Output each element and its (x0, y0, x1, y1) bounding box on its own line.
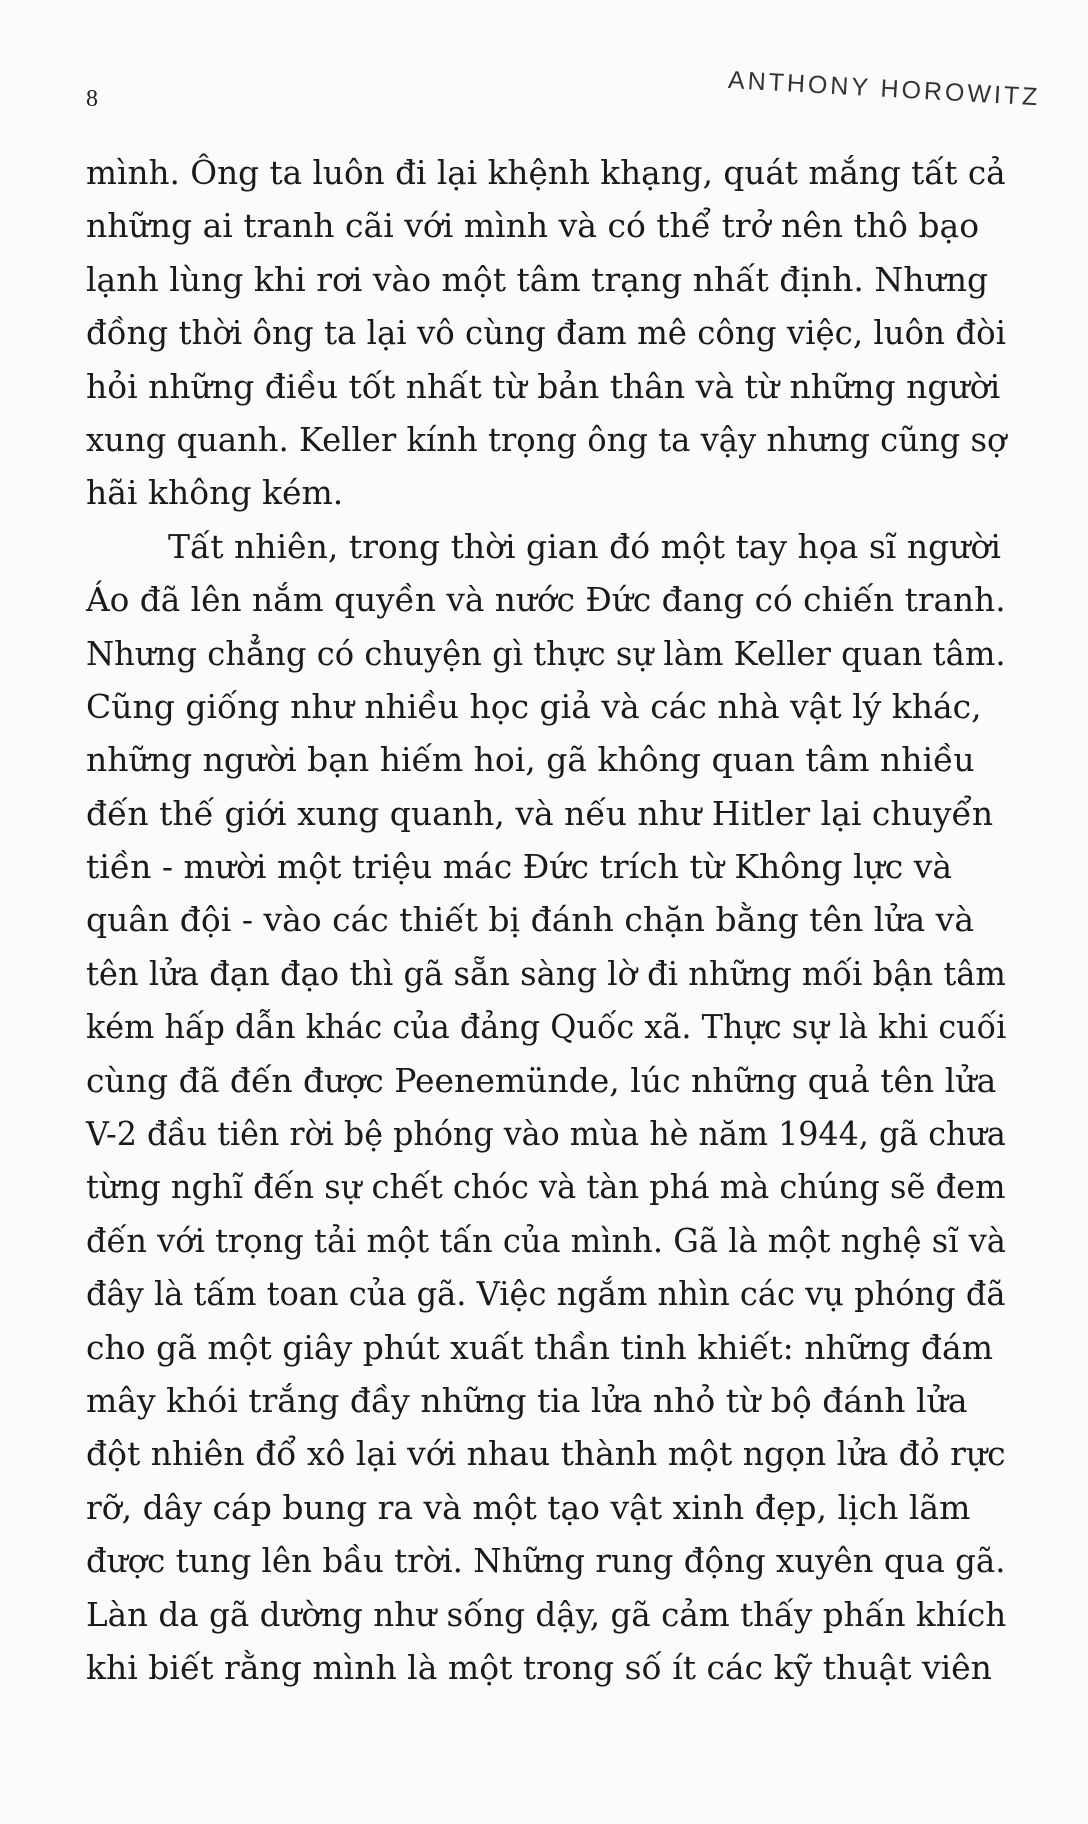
text-line: Làn da gã dường như sống dậy, gã cảm thấy phấn khích (86, 1594, 1007, 1634)
text-line: đến với trọng tải một tấn của mình. Gã là một nghệ sĩ và (86, 1220, 1006, 1260)
text-line: lạnh lùng khi rơi vào một tâm trạng nhất định. Nhưng (86, 259, 989, 299)
text-line: Cũng giống như nhiều học giả và các nhà vật lý khác, (86, 686, 982, 726)
page-number: 8 (86, 86, 98, 112)
body-text (86, 146, 1006, 1694)
text-line: Áo đã lên nắm quyền và nước Đức đang có chiến tranh. (86, 580, 1006, 620)
text-line: mình. Ông ta luôn đi lại khệnh khạng, quát mắng tất cả (86, 153, 1006, 192)
text-line: khi biết rằng mình là một trong số ít các kỹ thuật viên (86, 1647, 992, 1687)
text-line: hãi không kém. (86, 473, 344, 513)
text-line: tiền - mười một triệu mác Đức trích từ Không lực và (86, 847, 953, 887)
text-line: những ai tranh cãi với mình và có thể trở nên thô bạo (86, 206, 980, 246)
text-line: đây là tấm toan của gã. Việc ngắm nhìn các vụ phóng đã (86, 1274, 1006, 1314)
text-line: hỏi những điều tốt nhất từ bản thân và từ những người (86, 366, 1001, 406)
text-line: Nhưng chẳng có chuyện gì thực sự làm Keller quan tâm. (86, 633, 1006, 673)
text-line: được tung lên bầu trời. Những rung động xuyên qua gã. (86, 1541, 1006, 1581)
text-line: xung quanh. Keller kính trọng ông ta vậy nhưng cũng sợ (86, 419, 1007, 459)
text-line: những người bạn hiếm hoi, gã không quan tâm nhiều (86, 740, 975, 780)
text-line: cho gã một giây phút xuất thần tinh khiết: những đám (86, 1327, 993, 1367)
text-line: quân đội - vào các thiết bị đánh chặn bằng tên lửa và (86, 900, 975, 940)
text-line: đến thế giới xung quanh, và nếu như Hitler lại chuyển (86, 793, 994, 833)
text-line: cùng đã đến được Peenemünde, lúc những quả tên lửa (86, 1060, 997, 1100)
text-line: V-2 đầu tiên rời bệ phóng vào mùa hè năm 1944, gã chưa (86, 1114, 1006, 1154)
text-line: từng nghĩ đến sự chết chóc và tàn phá mà chúng sẽ đem (86, 1167, 1006, 1207)
text-line: đồng thời ông ta lại vô cùng đam mê công việc, luôn đòi (86, 313, 1006, 353)
text-line: đột nhiên đổ xô lại với nhau thành một ngọn lửa đỏ rực (86, 1434, 1006, 1474)
running-header-author: ANTHONY HOROWITZ (727, 66, 1042, 112)
text-line: mây khói trắng đầy những tia lửa nhỏ từ bộ đánh lửa (86, 1380, 968, 1420)
text-line: Tất nhiên, trong thời gian đó một tay họa sĩ người (168, 526, 1001, 566)
text-line: tên lửa đạn đạo thì gã sẵn sàng lờ đi những mối bận tâm (86, 953, 1006, 993)
text-line: rỡ, dây cáp bung ra và một tạo vật xinh đẹp, lịch lãm (86, 1487, 971, 1527)
text-line: kém hấp dẫn khác của đảng Quốc xã. Thực sự là khi cuối (86, 1007, 1007, 1047)
